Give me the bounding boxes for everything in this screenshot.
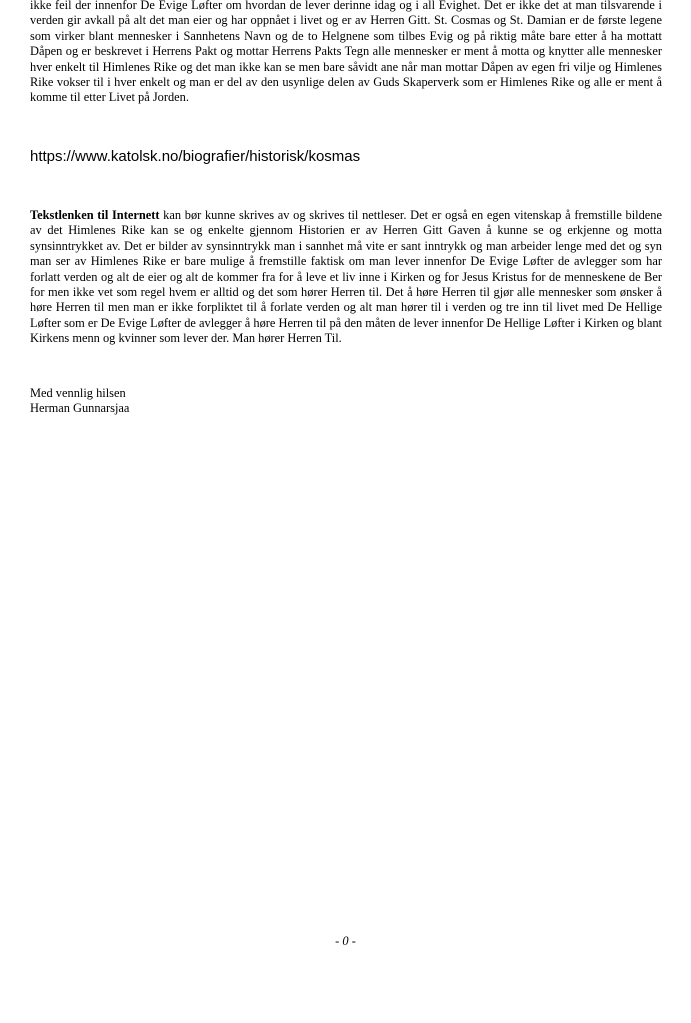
page-number: - 0 -	[335, 934, 356, 948]
paragraph-lead-bold: Tekstlenken til Internett	[30, 208, 160, 222]
katolsk-link[interactable]: https://www.katolsk.no/biografier/historisk/kosmas	[30, 148, 361, 165]
body-paragraph-2	[30, 208, 662, 347]
signature-block	[30, 386, 129, 416]
closing-salutation: Med vennlig hilsen	[30, 386, 126, 400]
signature-name: Herman Gunnarsjaa	[30, 401, 130, 415]
body-paragraph-1: ikke feil der innenfor De Evige Løfter om hvordan de lever derinne idag og i all Evighet. Det er ikke det at man tilsvarende i verden gir avkall på alt det man eier og har oppnået i livet og er av Herren Gitt. St. Cosmas og St. Damian er de første legene som virker blant mennesker i Sannhetens Navn og de to Helgnene som tilbes Evig og på riktig måte bare etter å ha mottatt Dåpen og er beskrevet i Herrens Pakt og mottar Herrens Pakts Tegn alle mennesker er ment å motta og knytter alle mennesker hver enkelt til Himlenes Rike og det man ikke kan se men bare såvidt ane når man mottar Dåpen av egen fri vilje og Himlenes Rike vokser til i hver enkelt og man er del av den usynlige delen av Guds Skaperverk som er Himlenes Rike og alle er ment å komme til etter Livet på Jorden.	[30, 0, 662, 105]
paragraph-2-body: kan bør kunne skrives av og skrives til nettleser. Det er også en egen vitenskap å fremstille bildene av det Himlenes Rike kan se og enkelte gjennom Historien er av Herren Gitt Gaven å kunne se og erkjenne og motta synsinntrykket av. Det er bilder av synsinntrykk man i sannhet må vite er sant inntrykk og man arbeider lenge med det og syn man ser av Himlenes Rike er bare mulige å fremstille faktisk om man lever innenfor De Evige Løfter de avlegger som har forlatt verden og alt de eier og alt de kommer fra for å leve et liv inne i Kirken og for Jesus Kristus for de menneskene de Ber for men ikke vet som regel hvem er alltid og det som hører Herren til. Det å høre Herren til gjør alle mennesker som ønsker å høre Herren til men man er ikke forpliktet til å forlate verden og alt man hører til i verden og tre inn til livet med De Hellige Løfter som er De Evige Løfter de avlegger å høre Herren til på den måten de lever innenfor De Hellige Løfter i Kirken og blant Kirkens menn og kvinner som lever der. Man hører Herren Til.	[30, 208, 662, 346]
